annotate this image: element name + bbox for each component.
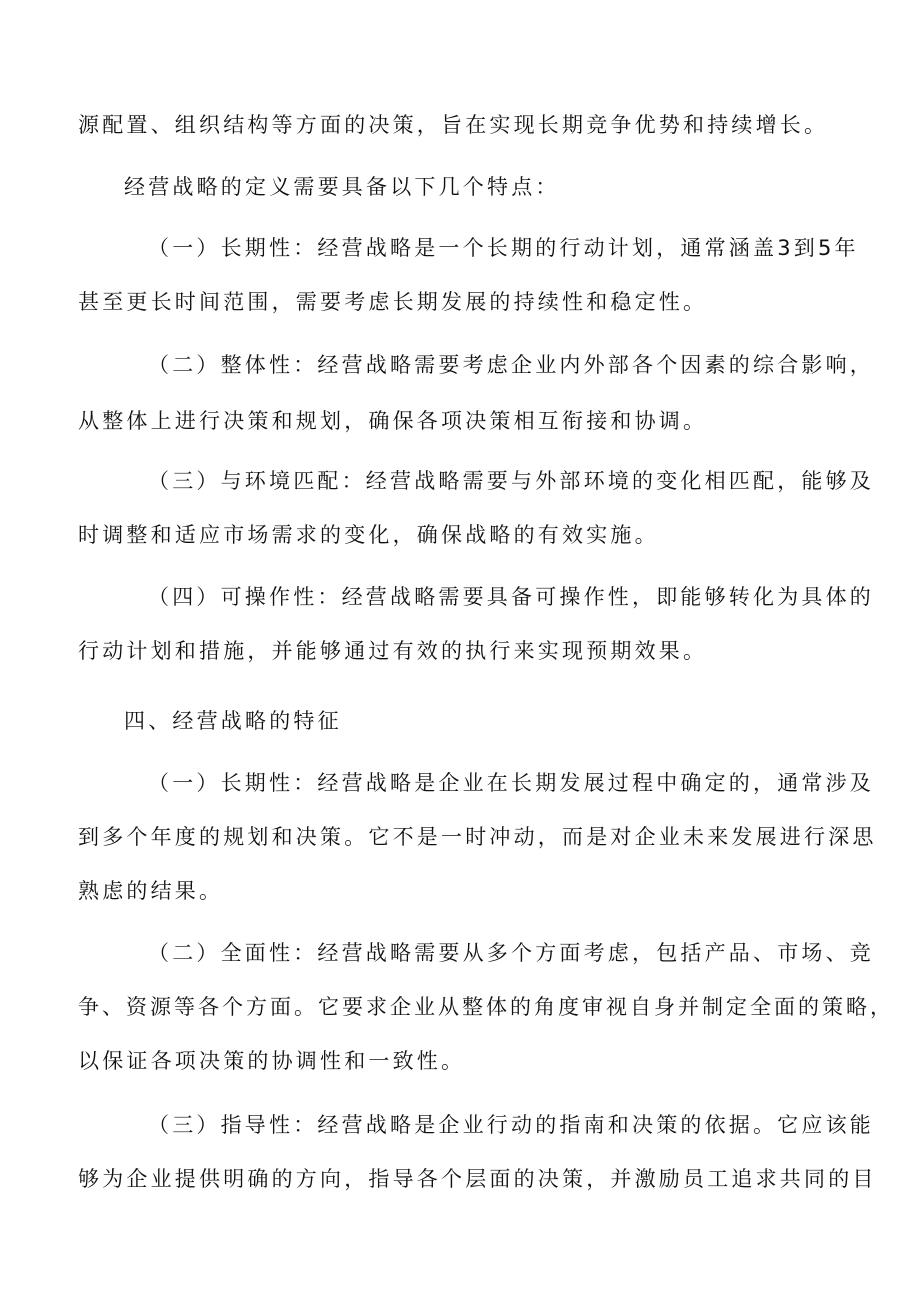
paragraph-line: 甚至更长时间范围，需要考虑长期发展的持续性和稳定性。 xyxy=(78,290,708,314)
paragraph-line: 源配置、组织结构等方面的决策，旨在实现长期竞争优势和持续增长。 xyxy=(78,113,829,137)
list-item-line: （三）与环境匹配：经营战略需要与外部环境的变化相匹配，能够及 xyxy=(148,469,874,493)
paragraph-line: 争、资源等各个方面。它要求企业从整体的角度审视自身并制定全面的策略， xyxy=(78,995,894,1019)
paragraph-line: 经营战略的定义需要具备以下几个特点： xyxy=(124,175,560,199)
list-item-line: （一）长期性：经营战略是一个长期的行动计划，通常涵盖3到5年 xyxy=(148,236,859,260)
paragraph-line: 到多个年度的规划和决策。它不是一时冲动，而是对企业未来发展进行深思 xyxy=(78,825,877,849)
list-item-line: （二）整体性：经营战略需要考虑企业内外部各个因素的综合影响， xyxy=(148,353,874,377)
list-item-line: （三）指导性：经营战略是企业行动的指南和决策的依据。它应该能 xyxy=(148,1113,874,1137)
paragraph-line: 行动计划和措施，并能够通过有效的执行来实现预期效果。 xyxy=(78,639,708,663)
paragraph-line: 时调整和适应市场需求的变化，确保战略的有效实施。 xyxy=(78,523,659,547)
paragraph-line: 够为企业提供明确的方向，指导各个层面的决策，并激励员工追求共同的目 xyxy=(78,1167,877,1191)
list-item-line: （一）长期性：经营战略是企业在长期发展过程中确定的，通常涉及 xyxy=(148,771,874,795)
paragraph-line: 熟虑的结果。 xyxy=(78,879,224,903)
paragraph-line: 以保证各项决策的协调性和一致性。 xyxy=(78,1049,466,1073)
paragraph-line: 从整体上进行决策和规划，确保各项决策相互衔接和协调。 xyxy=(78,409,708,433)
list-item-line: （四）可操作性：经营战略需要具备可操作性，即能够转化为具体的 xyxy=(148,585,874,609)
section-heading: 四、经营战略的特征 xyxy=(124,709,342,733)
list-item-line: （二）全面性：经营战略需要从多个方面考虑，包括产品、市场、竞 xyxy=(148,941,874,965)
